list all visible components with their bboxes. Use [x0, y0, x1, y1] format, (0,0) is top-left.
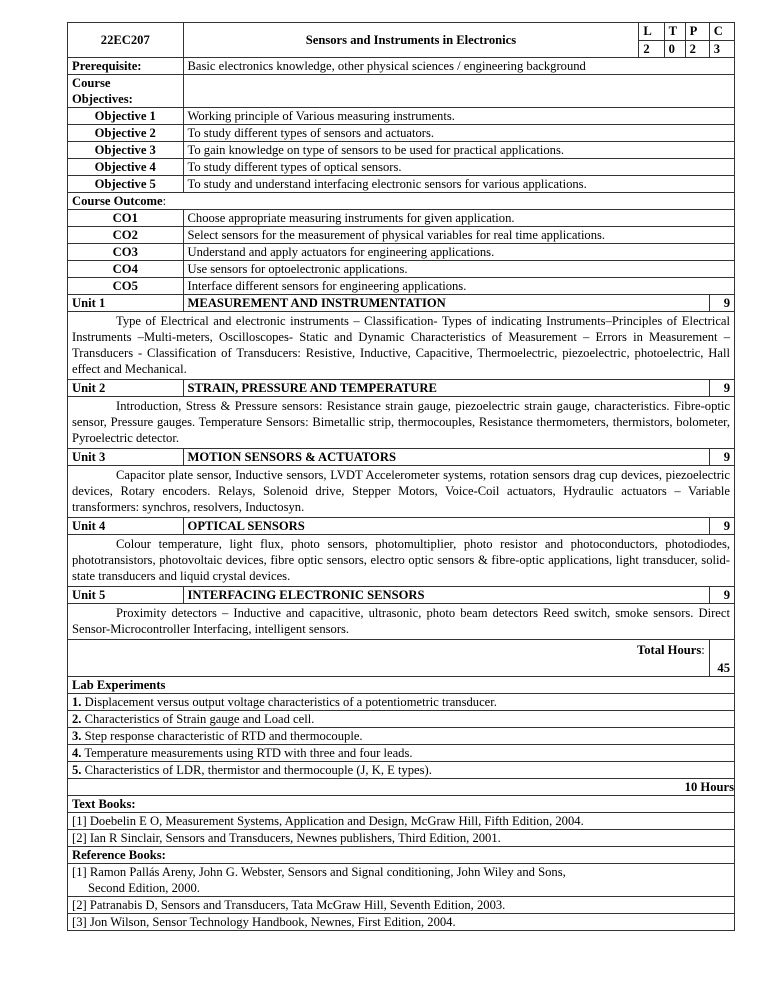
unit-content-text: Type of Electrical and electronic instruments – Classification- Types of indicating Instruments–Principles of Electrical Instruments –Multi-meters, Oscilloscopes- Static and Dynamic Characteristics of Measurement – Errors in Measurement – Transducers - Classification of Transducers: Resistive, Inductive, Capacitive, Thermoelectric, piezoelectric, photoelectric, Hall effect and Mechanical.: [72, 314, 730, 376]
unit-content-row: [68, 535, 735, 587]
lab-item-text: Displacement versus output voltage characteristics of a potentiometric transducer.: [81, 695, 497, 709]
lab-title: Lab Experiments: [68, 677, 735, 694]
lab-heading-row: [68, 677, 735, 694]
unit-heading-row: [68, 380, 735, 397]
ltpc-label-c: C: [709, 23, 734, 41]
objective-text: Working principle of Various measuring instruments.: [183, 108, 734, 125]
objective-label: Objective 1: [68, 108, 184, 125]
unit-title: MEASUREMENT AND INSTRUMENTATION: [183, 295, 709, 312]
unit-content: [68, 535, 735, 587]
course-header-row: [68, 23, 735, 41]
ltpc-value-t: 0: [664, 40, 685, 58]
outcome-text: Select sensors for the measurement of physical variables for real time applications.: [183, 227, 734, 244]
lab-item-text: Temperature measurements using RTD with three and four leads.: [81, 746, 413, 760]
lab-item-number: 5.: [72, 763, 82, 777]
outcome-label: CO5: [68, 278, 184, 295]
lab-hours: 10 Hours: [68, 779, 735, 796]
lab-item: [68, 745, 735, 762]
objective-label: Objective 2: [68, 125, 184, 142]
objective-text: To study different types of sensors and actuators.: [183, 125, 734, 142]
outcome-text: Use sensors for optoelectronic applications.: [183, 261, 734, 278]
lab-item: [68, 694, 735, 711]
lab-item-row: [68, 762, 735, 779]
unit-content-text: Proximity detectors – Inductive and capacitive, ultrasonic, photo beam detectors Reed switch, smoke sensors. Direct Sensor-Microcontroller Interfacing, intelligent sensors.: [72, 606, 730, 636]
objectives-heading-row: [68, 75, 735, 108]
lab-item-number: 1.: [72, 695, 82, 709]
reference-book-line2: Second Edition, 2000.: [88, 881, 200, 895]
unit-heading-row: [68, 295, 735, 312]
objective-row: [68, 159, 735, 176]
objectives-label-line2: Objectives:: [72, 92, 133, 106]
lab-item-row: [68, 745, 735, 762]
lab-item: [68, 711, 735, 728]
outcome-row: [68, 244, 735, 261]
unit-title: OPTICAL SENSORS: [183, 518, 709, 535]
lab-hours-row: [68, 779, 735, 796]
outcome-text: Choose appropriate measuring instruments for given application.: [183, 210, 734, 227]
reference-book-item: [2] Patranabis D, Sensors and Transducers, Tata McGraw Hill, Seventh Edition, 2003.: [68, 897, 735, 914]
text-book-row: [68, 830, 735, 847]
prerequisite-value: Basic electronics knowledge, other physical sciences / engineering background: [183, 58, 734, 75]
outcomes-colon: :: [162, 194, 167, 208]
unit-content-row: [68, 397, 735, 449]
lab-item-row: [68, 728, 735, 745]
outcomes-heading: [68, 193, 735, 210]
lab-item-text: Step response characteristic of RTD and thermocouple.: [81, 729, 363, 743]
unit-hours: 9: [709, 587, 734, 604]
reference-book-row: [68, 864, 735, 897]
unit-heading-row: [68, 587, 735, 604]
outcome-row: [68, 278, 735, 295]
objective-row: [68, 142, 735, 159]
unit-heading-row: [68, 518, 735, 535]
objective-label: Objective 5: [68, 176, 184, 193]
unit-content-text: Capacitor plate sensor, Inductive sensors, LVDT Accelerometer systems, rotation sensors drag cup devices, piezoelectric devices, Rotary encoders. Relays, Solenoid drive, Stepper Motors, Voice-Coil actuators, Hydraulic actuators – Variable transformers: synchros, resolvers, Inductosyn.: [72, 468, 730, 514]
total-hours-colon: :: [701, 643, 705, 657]
objective-row: [68, 125, 735, 142]
unit-content: [68, 466, 735, 518]
objective-label: Objective 3: [68, 142, 184, 159]
outcome-text: Understand and apply actuators for engineering applications.: [183, 244, 734, 261]
lab-item: [68, 762, 735, 779]
reference-book-line1: [1] Ramon Pallás Areny, John G. Webster, Sensors and Signal conditioning, John Wiley and Sons,: [72, 865, 566, 879]
unit-hours: 9: [709, 518, 734, 535]
ltpc-label-l: L: [639, 23, 664, 41]
unit-content-text: Introduction, Stress & Pressure sensors: Resistance strain gauge, piezoelectric strain gauge, characteristics. Fibre-optic sensor, Pressure gauges. Temperature Sensors: Bimetallic strip, thermocouples, Resistance thermometers, thermistors, bolometer, Pyroelectric detector.: [72, 399, 730, 445]
lab-item: [68, 728, 735, 745]
total-hours-row: [68, 640, 735, 677]
unit-hours: 9: [709, 295, 734, 312]
unit-title: MOTION SENSORS & ACTUATORS: [183, 449, 709, 466]
ltpc-value-p: 2: [685, 40, 709, 58]
outcome-row: [68, 227, 735, 244]
prerequisite-row: [68, 58, 735, 75]
objective-row: [68, 108, 735, 125]
unit-content: [68, 604, 735, 640]
outcomes-heading-row: [68, 193, 735, 210]
ltpc-value-c: 3: [709, 40, 734, 58]
objectives-label: [68, 75, 184, 108]
unit-label: Unit 3: [68, 449, 184, 466]
objective-text: To gain knowledge on type of sensors to be used for practical applications.: [183, 142, 734, 159]
objective-label: Objective 4: [68, 159, 184, 176]
lab-item-number: 4.: [72, 746, 82, 760]
text-book-row: [68, 813, 735, 830]
course-code: 22EC207: [68, 23, 184, 58]
reference-book-row: [68, 897, 735, 914]
unit-label: Unit 2: [68, 380, 184, 397]
lab-item-row: [68, 694, 735, 711]
syllabus-document: [67, 22, 735, 931]
objective-text: To study and understand interfacing electronic sensors for various applications.: [183, 176, 734, 193]
total-hours-value: 45: [709, 640, 734, 677]
lab-item-number: 2.: [72, 712, 82, 726]
outcomes-label: Course Outcome: [72, 194, 163, 208]
text-book-item: [1] Doebelin E O, Measurement Systems, Application and Design, McGraw Hill, Fifth Edition, 2004.: [68, 813, 735, 830]
reference-book-item: [68, 864, 735, 897]
lab-item-row: [68, 711, 735, 728]
unit-label: Unit 4: [68, 518, 184, 535]
syllabus-table: [67, 22, 735, 931]
text-books-heading-row: [68, 796, 735, 813]
reference-books-heading-row: [68, 847, 735, 864]
text-books-title: Text Books:: [68, 796, 735, 813]
total-hours-label-cell: [68, 640, 710, 677]
unit-hours: 9: [709, 449, 734, 466]
reference-books-title: Reference Books:: [68, 847, 735, 864]
lab-item-text: Characteristics of Strain gauge and Load cell.: [81, 712, 315, 726]
unit-label: Unit 1: [68, 295, 184, 312]
unit-title: STRAIN, PRESSURE AND TEMPERATURE: [183, 380, 709, 397]
outcome-row: [68, 210, 735, 227]
unit-content-text: Colour temperature, light flux, photo sensors, photomultiplier, photo resistor and photoconductors, photodiodes, phototransistors, photovoltaic devices, fibre optic sensors, electro optic sensors & fibre-optic applications, light transducer, solid-state transducers and liquid crystal devices.: [72, 537, 730, 583]
ltpc-label-t: T: [664, 23, 685, 41]
unit-label: Unit 5: [68, 587, 184, 604]
lab-item-text: Characteristics of LDR, thermistor and thermocouple (J, K, E types).: [81, 763, 432, 777]
total-hours-label: Total Hours: [636, 643, 702, 657]
unit-heading-row: [68, 449, 735, 466]
objectives-empty-cell: [183, 75, 734, 108]
unit-content: [68, 397, 735, 449]
unit-content-row: [68, 312, 735, 380]
objectives-label-line1: Course: [72, 76, 111, 90]
outcome-text: Interface different sensors for engineering applications.: [183, 278, 734, 295]
outcome-label: CO1: [68, 210, 184, 227]
ltpc-label-p: P: [685, 23, 709, 41]
ltpc-value-l: 2: [639, 40, 664, 58]
reference-book-row: [68, 914, 735, 931]
unit-hours: 9: [709, 380, 734, 397]
objective-text: To study different types of optical sensors.: [183, 159, 734, 176]
unit-content-row: [68, 466, 735, 518]
outcome-label: CO4: [68, 261, 184, 278]
reference-book-item: [3] Jon Wilson, Sensor Technology Handbook, Newnes, First Edition, 2004.: [68, 914, 735, 931]
course-title: Sensors and Instruments in Electronics: [183, 23, 639, 58]
unit-content: [68, 312, 735, 380]
text-book-item: [2] Ian R Sinclair, Sensors and Transducers, Newnes publishers, Third Edition, 2001.: [68, 830, 735, 847]
objective-row: [68, 176, 735, 193]
unit-title: INTERFACING ELECTRONIC SENSORS: [183, 587, 709, 604]
outcome-label: CO2: [68, 227, 184, 244]
outcome-label: CO3: [68, 244, 184, 261]
lab-item-number: 3.: [72, 729, 82, 743]
outcome-row: [68, 261, 735, 278]
prerequisite-label: Prerequisite:: [68, 58, 184, 75]
unit-content-row: [68, 604, 735, 640]
